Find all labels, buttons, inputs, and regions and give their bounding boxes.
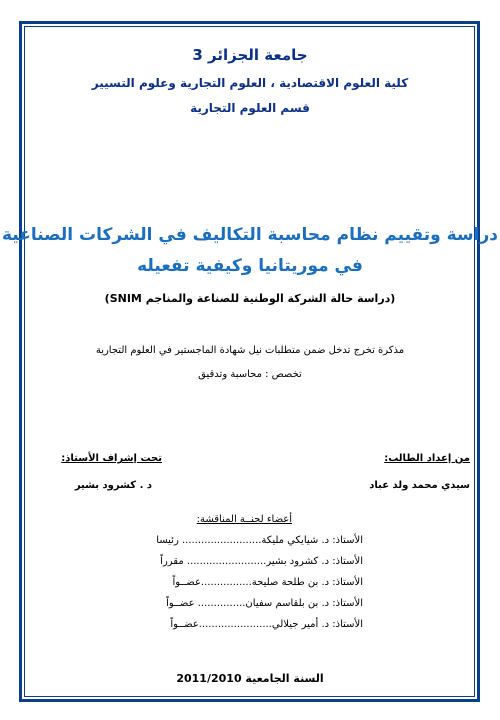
thesis-title-line1: دراسة وتقييم نظام محاسبة التكاليف في الشركات الصناعية xyxy=(1,225,498,245)
supervised-by-label: تحت إشراف الأستاذ: xyxy=(61,453,162,464)
jury-member-row: الأستاذ: د. كشرود بشير......................... مقرراً xyxy=(160,556,363,567)
jury-member-row: الأستاذ: د. بن بلقاسم سفيان............... عضــواً xyxy=(166,598,363,609)
thesis-title-line2: في موريتانيا وكيفية تفعيله xyxy=(137,256,363,276)
university-name: جامعة الجزائر 3 xyxy=(192,46,308,64)
case-study-subtitle: (دراسة حالة الشركة الوطنية للصناعة والمناجم SNIM) xyxy=(104,292,396,305)
student-name: سيدي محمد ولد عباد xyxy=(369,480,470,491)
jury-member-row: الأستاذ: د. أمير جيلالي.......................عضــواً xyxy=(170,619,363,630)
thesis-description: مذكرة تخرج تدخل ضمن متطلبات نيل شهادة الماجستير في العلوم التجارية xyxy=(95,345,405,356)
jury-title: أعضاء لجنــة المناقشة: xyxy=(196,514,292,525)
jury-member-row: الأستاذ: د. شيايكي مليكة......................... رئيسا xyxy=(156,535,363,546)
specialty-line: تخصص : محاسبة وتدقيق xyxy=(198,369,302,380)
page-border-inner xyxy=(24,26,475,697)
academic-year: السنة الجامعية 2011/2010 xyxy=(176,672,324,685)
department-name: قسم العلوم التجارية xyxy=(190,101,310,115)
prepared-by-label: من إعداد الطالب: xyxy=(384,453,470,464)
supervisor-name: د . كشرود بشير xyxy=(74,480,152,491)
jury-member-row: الأستاذ: د. بن طلحة صليحة................عضــواً xyxy=(172,577,363,588)
faculty-name: كلية العلوم الاقتصادية ، العلوم التجارية وعلوم التسيير xyxy=(91,76,409,90)
